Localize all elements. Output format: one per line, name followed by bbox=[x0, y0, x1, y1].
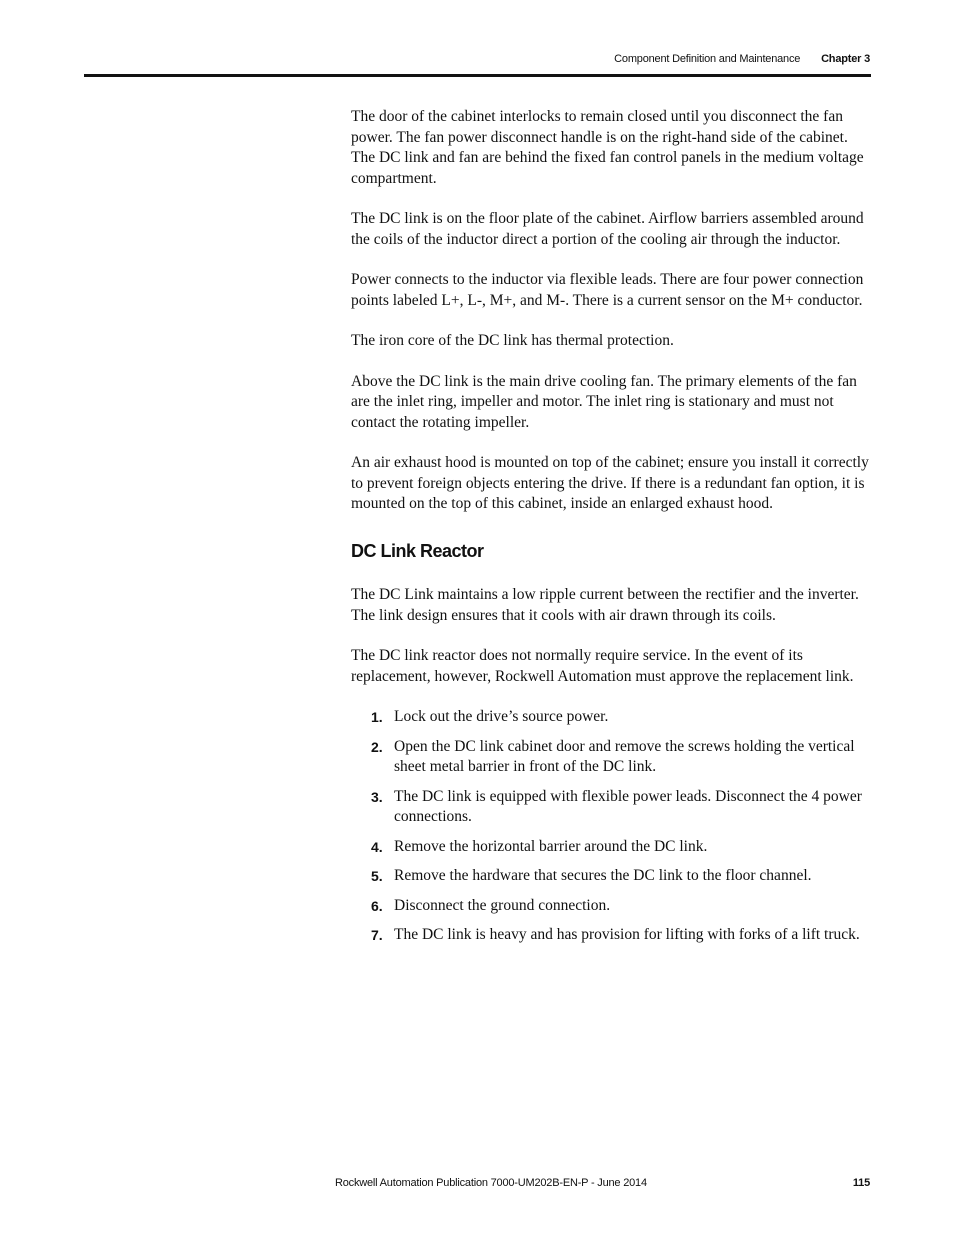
step-item bbox=[351, 896, 873, 917]
step-item bbox=[351, 866, 873, 887]
step-number: 6. bbox=[371, 897, 383, 914]
step-text: Disconnect the ground connection. bbox=[394, 896, 611, 914]
step-number: 1. bbox=[371, 709, 383, 725]
step-text: Remove the hardware that secures the DC link to the floor channel. bbox=[394, 867, 812, 884]
paragraph: Power connects to the inductor via flexible leads. There are four power connection points labeled L+, L-, M+, and M-. There is a current sensor on the M+ conductor. bbox=[351, 271, 864, 309]
step-text: The DC link is heavy and has provision for lifting with forks of a lift truck. bbox=[394, 926, 860, 943]
paragraph: The DC link is on the floor plate of the cabinet. Airflow barriers assembled around the coils of the inductor direct a portion of the cooling air through the inductor. bbox=[351, 210, 864, 248]
step-item bbox=[351, 737, 873, 778]
step-number: 3. bbox=[371, 788, 383, 805]
paragraph: Above the DC link is the main drive cooling fan. The primary elements of the fan are the inlet ring, impeller and motor. The inlet ring is stationary and must not contact the rotating impeller. bbox=[351, 372, 857, 431]
step-number: 5. bbox=[371, 868, 383, 884]
step-item bbox=[351, 707, 873, 728]
section-heading: DC Link Reactor bbox=[351, 540, 484, 561]
step-text: Open the DC link cabinet door and remove the screws holding the vertical sheet metal barrier in front of the DC link. bbox=[394, 737, 855, 775]
page-header bbox=[614, 53, 870, 65]
step-number: 7. bbox=[371, 927, 383, 943]
publication-info: Rockwell Automation Publication 7000-UM202B-EN-P - June 2014 bbox=[335, 1177, 647, 1189]
paragraph: The door of the cabinet interlocks to remain closed until you disconnect the fan power. The fan power disconnect handle is on the right-hand side of the cabinet. The DC link and fan are behind the fixed fan control panels in the medium voltage compartment. bbox=[351, 108, 864, 187]
step-text: The DC link is equipped with flexible power leads. Disconnect the 4 power connections. bbox=[394, 787, 862, 825]
step-text: Lock out the drive’s source power. bbox=[394, 708, 609, 725]
step-number: 2. bbox=[371, 738, 383, 755]
header-chapter-label: Chapter 3 bbox=[821, 53, 870, 65]
paragraph: An air exhaust hood is mounted on top of the cabinet; ensure you install it correctly to prevent foreign objects entering the drive. If there is a redundant fan option, it is mounted on the top of this cabinet, inside an enlarged exhaust hood. bbox=[351, 454, 869, 512]
section-paragraph: The DC Link maintains a low ripple current between the rectifier and the inverter. The link design ensures that it cools with air drawn through its coils. bbox=[351, 586, 859, 624]
step-item bbox=[351, 787, 873, 828]
step-item bbox=[351, 837, 873, 858]
header-rule bbox=[84, 74, 871, 77]
procedure-steps bbox=[351, 707, 873, 946]
section-paragraph: The DC link reactor does not normally require service. In the event of its replacement, however, Rockwell Automation must approve the replacement link. bbox=[351, 647, 854, 685]
paragraph: The iron core of the DC link has thermal protection. bbox=[351, 332, 674, 349]
body-content bbox=[351, 107, 873, 955]
header-section-title: Component Definition and Maintenance bbox=[614, 53, 801, 65]
step-number: 4. bbox=[371, 838, 383, 855]
step-item bbox=[351, 925, 873, 946]
page-number: 115 bbox=[852, 1177, 870, 1189]
step-text: Remove the horizontal barrier around the DC link. bbox=[394, 837, 708, 855]
